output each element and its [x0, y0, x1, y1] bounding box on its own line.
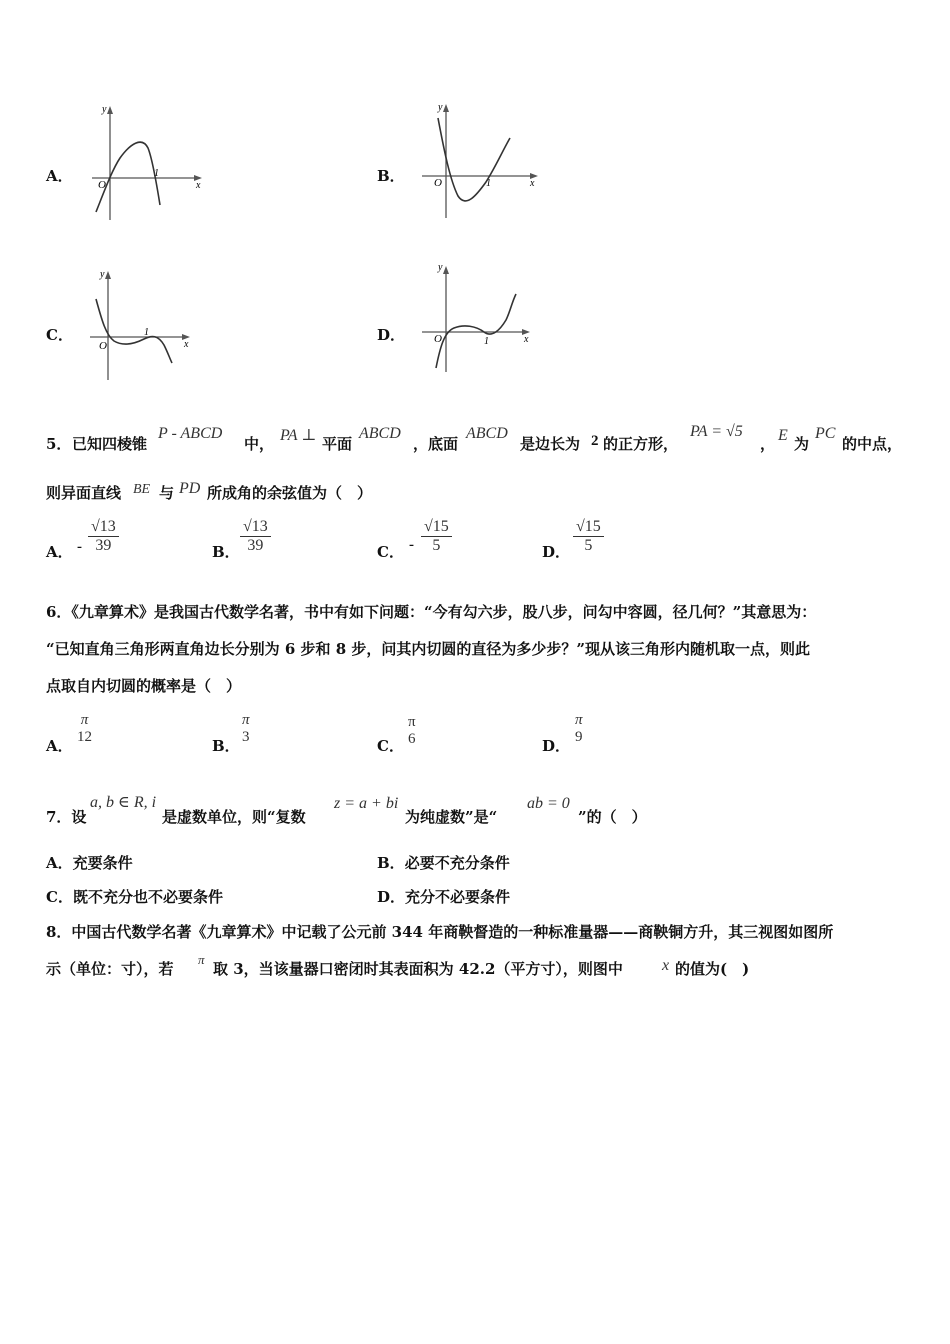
x-axis-label: x [524, 334, 529, 345]
question-text: 已知四棱锥 [72, 435, 148, 453]
question-text: 8．中国古代数学名著《九章算术》中记载了公元前 344 年商鞅督造的一种标准量器——商鞅铜方升，其三视图如图所 [46, 923, 834, 941]
origin-label: O [98, 179, 106, 191]
question-text: 取 3，当该量器口密闭时其表面积为 42.2（平方寸），则图中 [213, 960, 623, 978]
option-label[interactable]: B． [212, 543, 240, 561]
option-label[interactable]: D． [377, 888, 406, 906]
math-expression: ab = 0 [527, 795, 570, 812]
y-axis-label: y [102, 104, 107, 115]
question-text: ”的（ ） [578, 808, 647, 826]
math-expression: BE [133, 482, 151, 497]
question-text: 为 [794, 435, 810, 453]
question-text: 是边长为 [520, 435, 581, 453]
option-text: 充要条件 [72, 854, 133, 872]
math-expression: P - ABCD [158, 425, 223, 442]
graph-b [420, 100, 545, 225]
question-text: 的值为( ) [675, 960, 750, 978]
question-text: 与 [159, 484, 175, 502]
option-label[interactable]: C． [377, 543, 404, 561]
question-text: 的中点， [842, 435, 903, 453]
option-text: 必要不充分条件 [404, 854, 510, 872]
option-label[interactable]: A． [46, 854, 73, 872]
option-c[interactable] [46, 886, 223, 907]
question-text: 7．设 [46, 808, 87, 826]
tick-one-label: 1 [144, 327, 149, 338]
question-number: 5． [46, 435, 72, 453]
option-sign: - [77, 539, 82, 555]
question-text: 所成角的余弦值为（ ） [207, 484, 373, 502]
y-axis-label: y [100, 269, 105, 280]
question-text: 的正方形， [603, 435, 679, 453]
option-label[interactable]: D． [542, 737, 571, 755]
option-label[interactable]: B． [212, 737, 240, 755]
graph-d [420, 260, 535, 375]
math-expression: ABCD [359, 425, 401, 442]
graph-option-b-label[interactable]: B． [377, 167, 405, 185]
math-expression: E [778, 427, 788, 444]
question-text: 示（单位：寸），若 [46, 960, 174, 978]
option-d[interactable] [377, 886, 510, 907]
y-axis-label: y [438, 262, 443, 273]
option-text: 充分不必要条件 [405, 888, 511, 906]
graph-option-c-label[interactable]: C． [46, 326, 73, 344]
option-sign: - [409, 537, 414, 553]
option-fraction: π 6 [408, 714, 416, 747]
graph-a [90, 100, 210, 225]
option-fraction: $\frac{√15}{5}$ [573, 518, 604, 555]
question-text: ， [760, 435, 776, 453]
question-text: 6．《九章算术》是我国古代数学名著，书中有如下问题：“今有勾六步，股八步，问勾中容圆，径几何？”其意思为： [46, 603, 817, 621]
option-text: 既不充分也不必要条件 [72, 888, 223, 906]
option-fraction: π 3 [242, 712, 250, 745]
question-text: 平面 [322, 435, 353, 453]
option-label[interactable]: C． [377, 737, 404, 755]
x-axis-label: x [196, 180, 201, 191]
origin-label: O [99, 340, 107, 352]
math-expression: a, b ∈ R, i [90, 794, 157, 811]
option-label[interactable]: D． [542, 543, 571, 561]
question-text: ，底面 [413, 435, 459, 453]
graph-c [88, 265, 198, 383]
option-label[interactable]: C． [46, 888, 73, 906]
question-text: 点取自内切圆的概率是（ ） [46, 677, 242, 695]
option-b[interactable] [377, 852, 510, 873]
math-expression: PD [179, 480, 201, 497]
graph-option-d-label[interactable]: D． [377, 326, 406, 344]
math-expression: PC [815, 425, 836, 442]
option-a[interactable] [46, 852, 133, 873]
tick-one-label: 1 [486, 178, 491, 189]
number: 2 [591, 433, 599, 449]
x-axis-label: x [184, 339, 189, 350]
x-axis-label: x [530, 178, 535, 189]
question-text: “已知直角三角形两直角边长分别为 6 步和 8 步，问其内切圆的直径为多少步？”现从该三角形内随机取一点，则此 [46, 640, 811, 658]
option-fraction: $\frac{√13}{39}$ [240, 518, 271, 555]
math-expression: z = a + bi [334, 795, 399, 812]
origin-label: O [434, 333, 442, 345]
option-fraction: $\frac{√13}{39}$ [88, 518, 119, 555]
option-label[interactable]: A． [46, 737, 73, 755]
question-text: 是虚数单位，则“复数 [162, 808, 306, 826]
option-label[interactable]: A． [46, 543, 73, 561]
question-text: 中， [244, 435, 275, 453]
tick-one-label: 1 [484, 336, 489, 347]
graph-option-a-label[interactable]: A． [46, 167, 73, 185]
math-expression: x [662, 957, 670, 974]
option-fraction: $\frac{√15}{5}$ [421, 518, 452, 555]
origin-label: O [434, 177, 442, 189]
tick-one-label: 1 [154, 168, 159, 179]
question-text: 则异面直线 [46, 484, 122, 502]
option-label[interactable]: B． [377, 854, 405, 872]
option-fraction: π 9 [575, 712, 583, 745]
math-expression: ABCD [466, 425, 508, 442]
math-expression: PA = √5 [690, 423, 743, 440]
math-expression: PA ⊥ [280, 427, 317, 444]
y-axis-label: y [438, 102, 443, 113]
option-fraction: π 12 [77, 712, 92, 745]
math-expression: π [198, 952, 205, 967]
question-text: 为纯虚数”是“ [405, 808, 498, 826]
